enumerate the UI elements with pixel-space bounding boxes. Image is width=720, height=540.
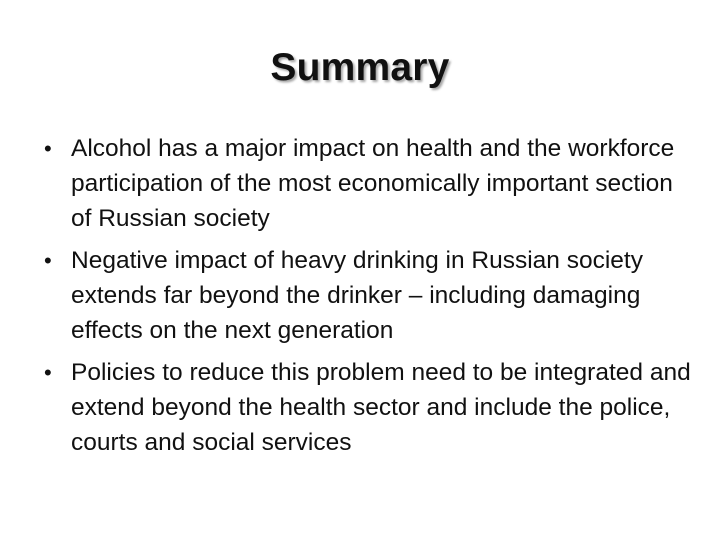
bullet-list xyxy=(44,131,694,467)
bullet-text-3: Policies to reduce this problem need to be integrated and extend beyond the health sector and include the police, courts and social services xyxy=(71,359,691,456)
bullet-text-2: Negative impact of heavy drinking in Russian society extends far beyond the drinker – including damaging effects on the next generation xyxy=(71,247,643,344)
bullet-dot-icon: • xyxy=(44,136,52,161)
bullet-item-3 xyxy=(44,355,694,460)
slide-title: Summary xyxy=(270,46,450,89)
bullet-dot-icon: • xyxy=(44,248,52,273)
bullet-text-1: Alcohol has a major impact on health and the workforce participation of the most economically important section of Russian society xyxy=(71,135,675,232)
bullet-item-1 xyxy=(44,131,694,236)
bullet-item-2 xyxy=(44,243,694,348)
bullet-dot-icon: • xyxy=(44,360,52,385)
